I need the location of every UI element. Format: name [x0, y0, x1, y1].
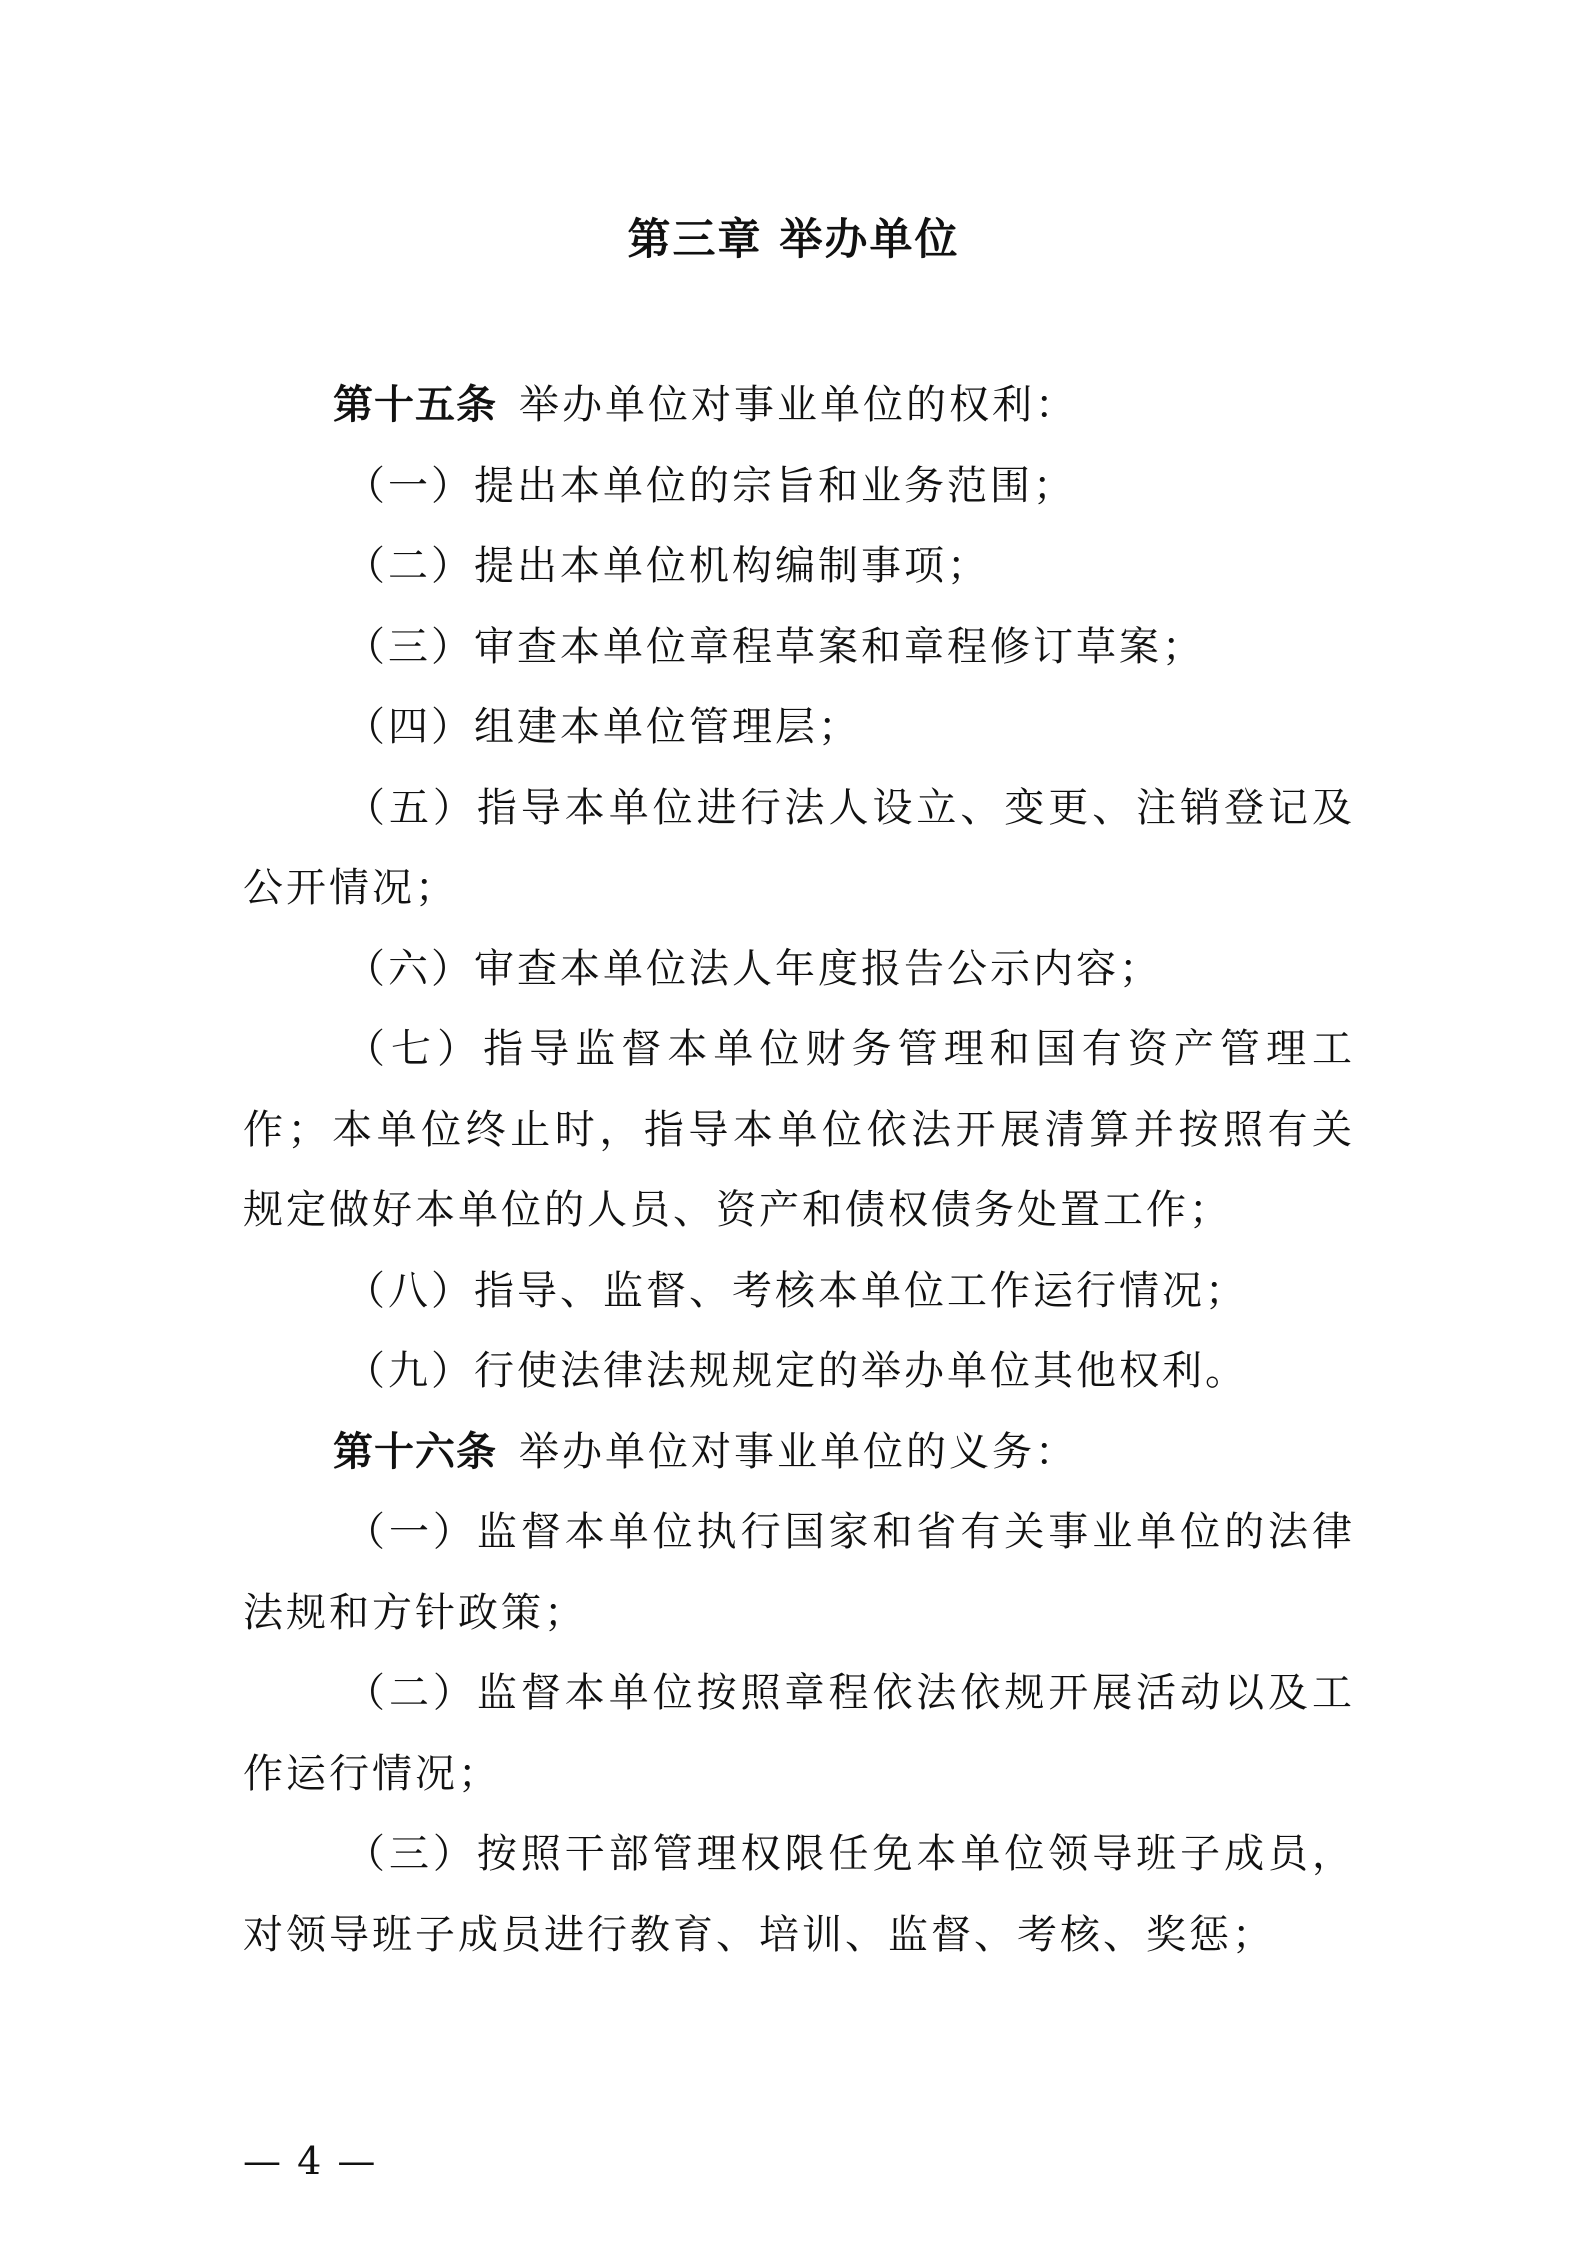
page-number: — 4 —	[243, 2139, 378, 2183]
article-heading	[243, 1412, 1355, 1493]
chapter-title: 第三章 举办单位	[627, 215, 960, 265]
document-body	[243, 365, 1355, 1975]
article-number: 第十六条	[333, 1428, 497, 1475]
list-item: （七）指导监督本单位财务管理和国有资产管理工作；本单位终止时，指导本单位依法开展清算并按照有关规定做好本单位的人员、资产和债权债务处置工作；	[243, 1026, 1355, 1233]
list-item: （一）监督本单位执行国家和省有关事业单位的法律法规和方针政策；	[243, 1509, 1355, 1636]
list-item: （九）行使法律法规规定的举办单位其他权利。	[345, 1348, 1248, 1394]
list-item: （三）审查本单位章程草案和章程修订草案；	[345, 623, 1205, 670]
list-item: （二）监督本单位按照章程依法依规开展活动以及工作运行情况；	[243, 1670, 1355, 1797]
article-heading-text: 举办单位对事业单位的义务：	[519, 1428, 1078, 1475]
list-item: （三）按照干部管理权限任免本单位领导班子成员，对领导班子成员进行教育、培训、监督、考核、奖惩；	[243, 1831, 1355, 1958]
list-item: （四）组建本单位管理层；	[345, 704, 861, 750]
list-item: （五）指导本单位进行法人设立、变更、注销登记及公开情况；	[243, 784, 1355, 911]
list-item: （八）指导、监督、考核本单位工作运行情况；	[345, 1267, 1248, 1314]
list-item: （一）提出本单位的宗旨和业务范围；	[345, 462, 1076, 509]
list-item: （六）审查本单位法人年度报告公示内容；	[345, 945, 1162, 992]
article-number: 第十五条	[333, 382, 497, 428]
list-item: （二）提出本单位机构编制事项；	[345, 543, 990, 589]
article-heading	[243, 365, 1355, 446]
article-heading-text: 举办单位对事业单位的权利：	[519, 382, 1078, 428]
